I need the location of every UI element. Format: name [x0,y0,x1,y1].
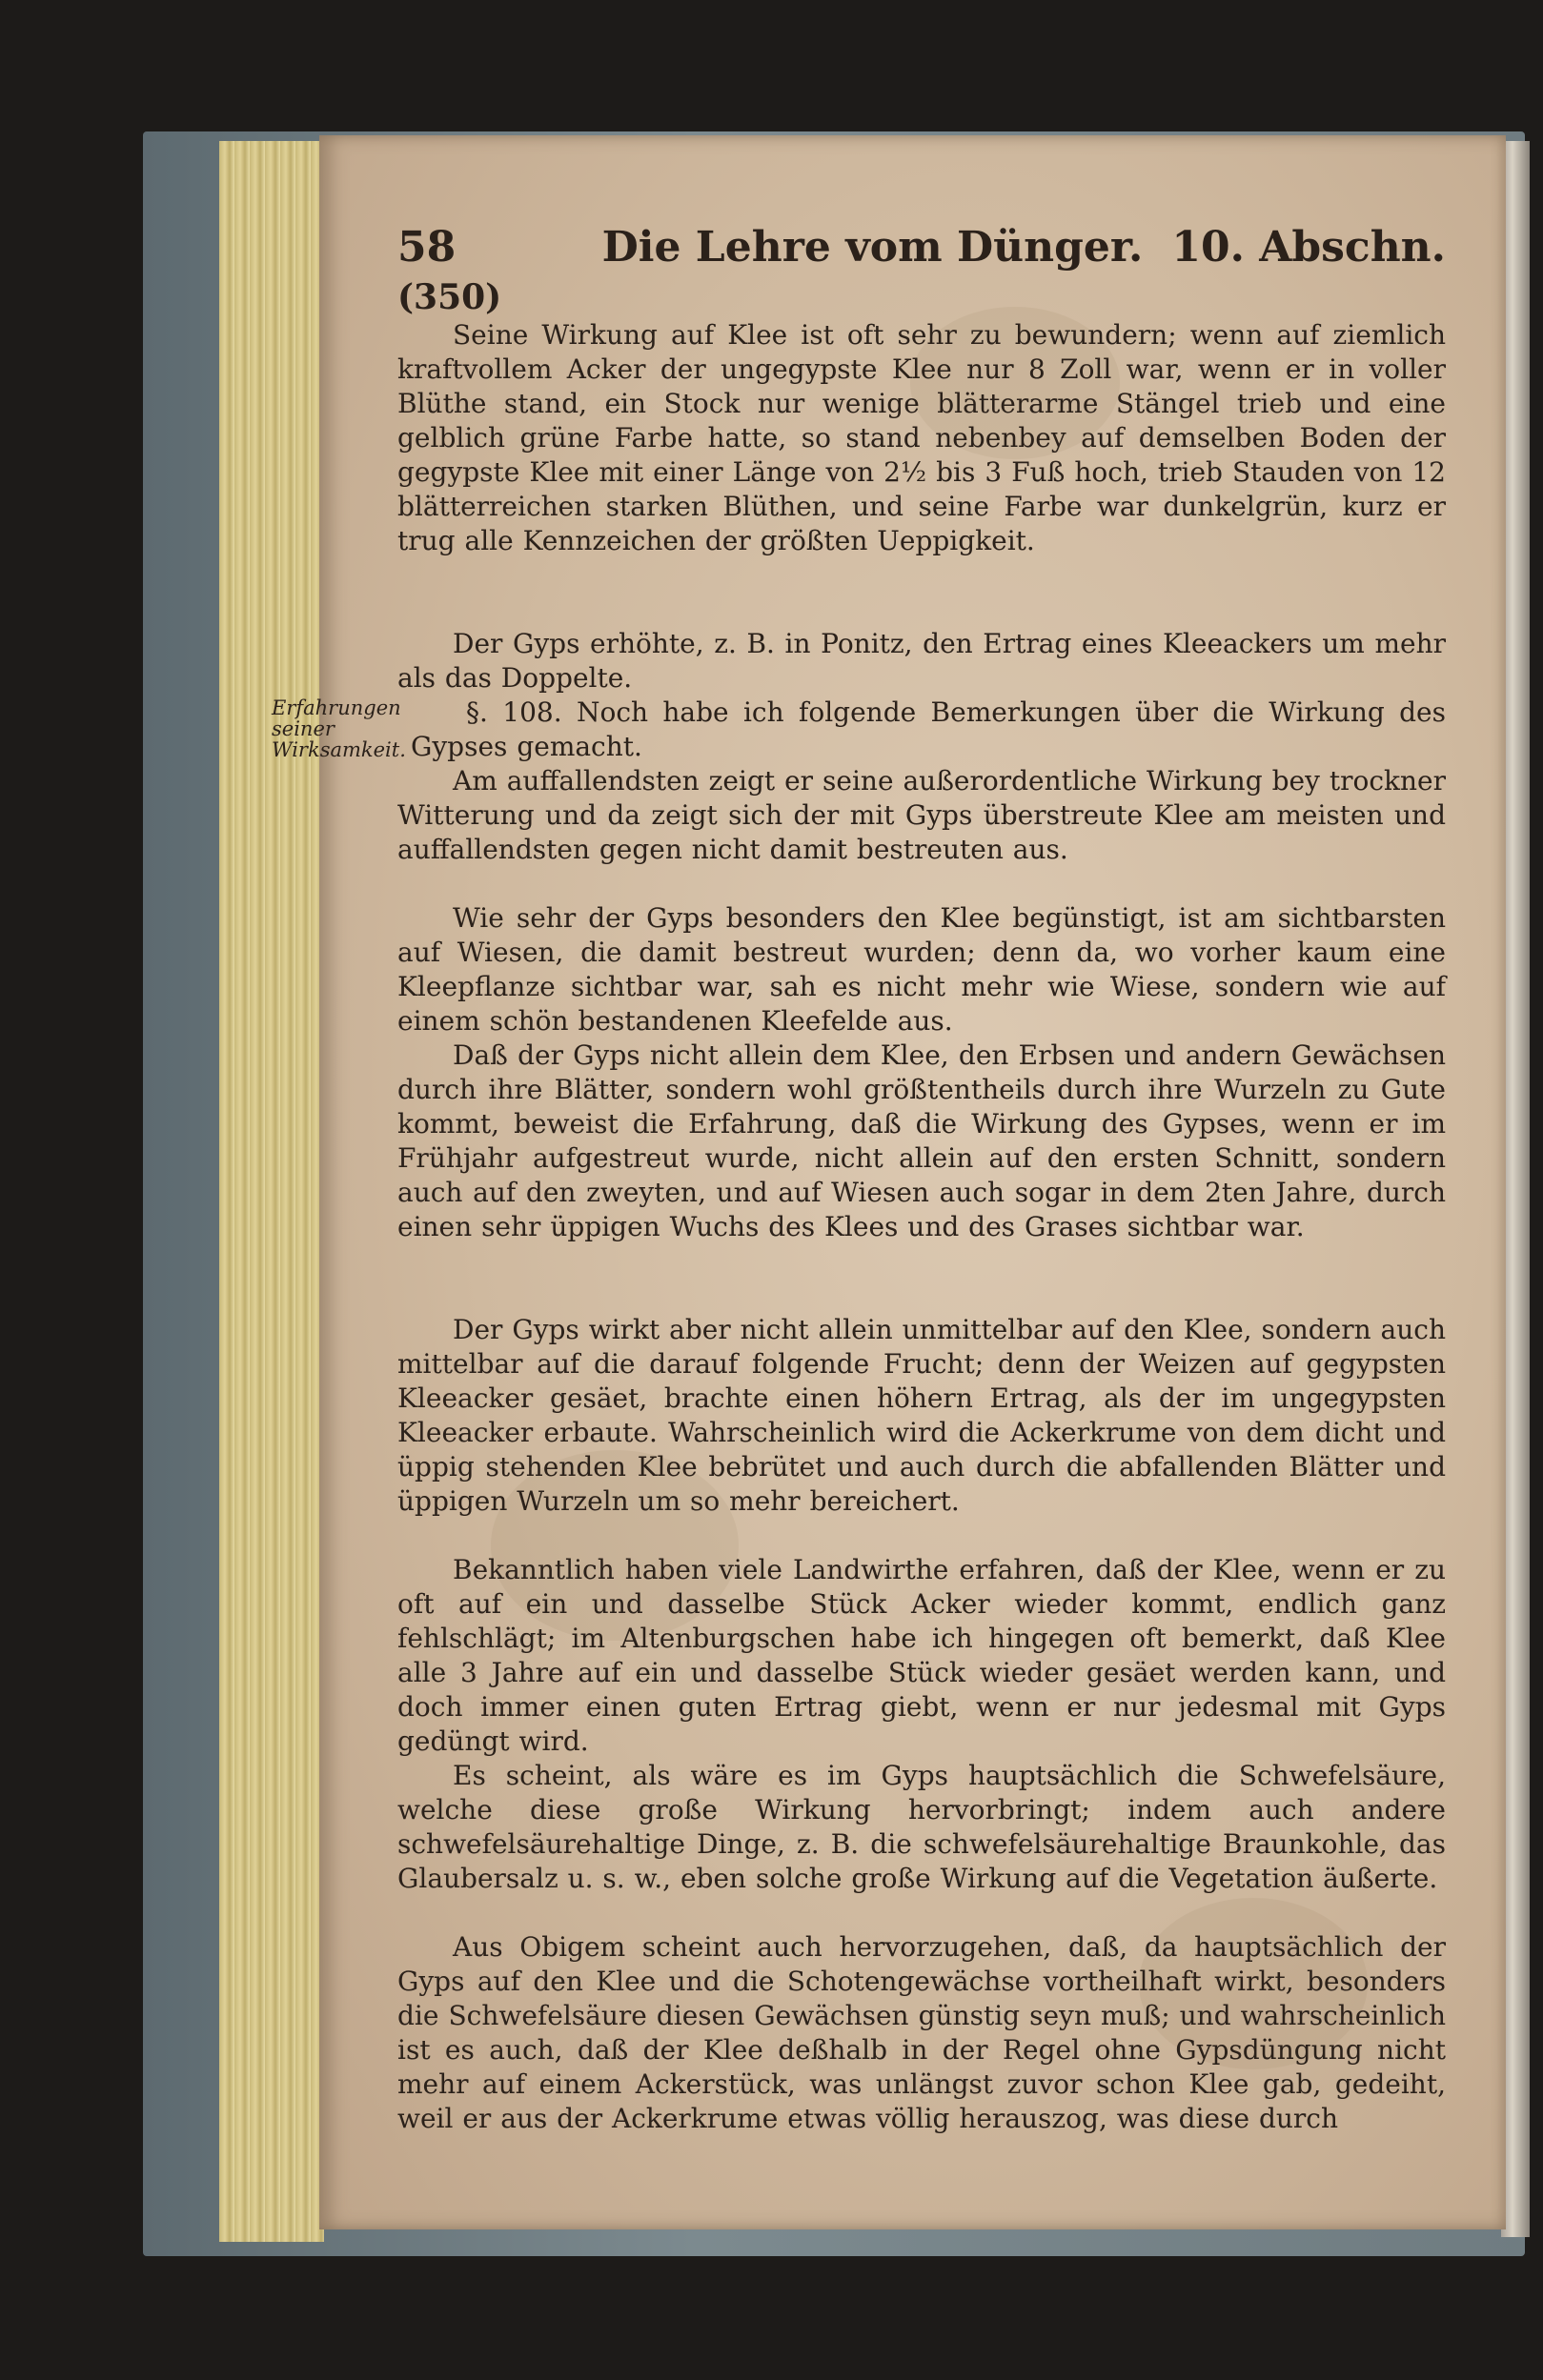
page-number: 58 [397,223,457,272]
paragraph: Am auffallendsten zeigt er seine außerordentliche Wirkung bey trockner Witterung und da zeigt sich der mit Gyps überstreute Klee am meisten und auffallendsten gegen nicht damit bestreuten aus. [397,765,1446,865]
section-number: 10. Abschn. [1171,223,1446,272]
book-page [272,135,1506,2229]
running-head [397,223,1446,276]
paragraph: Aus Obigem scheint auch hervorzugehen, daß, da hauptsächlich der Gyps auf den Klee und die Schotengewächse vortheilhaft wirkt, besonders die Schwefelsäure diesen Gewächsen günstig seyn muß; und wahrscheinlich ist es auch, daß der Klee deßhalb in der Regel ohne Gypsdüngung nicht mehr auf einem Ackerstück, was unlängst zuvor schon Klee gab, gedeiht, weil er aus der Ackerkrume etwas völlig herauszog, was diese durch [397,1931,1446,2134]
paragraph: Seine Wirkung auf Klee ist oft sehr zu bewundern; wenn auf ziemlich kraftvollem Acker der ungegypste Klee nur 8 Zoll war, wenn er in voller Blüthe stand, ein Stock nur wenige blätterarme Stängel trieb und eine gelblich grüne Farbe hatte, so stand nebenbey auf demselben Boden der gegypste Klee mit einer Länge von 2½ bis 3 Fuß hoch, trieb Stauden von 12 blätterreichen starken Blüthen, und seine Farbe war dunkelgrün, kurz er trug alle Kennzeichen der größten Ueppigkeit. [397,319,1446,556]
paragraph: Bekanntlich haben viele Landwirthe erfahren, daß der Klee, wenn er zu oft auf ein und dasselbe Stück Acker wieder kommt, endlich ganz fehlschlägt; im Altenburgschen habe ich hingegen oft bemerkt, daß Klee alle 3 Jahre auf ein und dasselbe Stück wieder gesäet werden kann, und doch immer einen guten Ertrag giebt, wenn er nur jedesmal mit Gyps gedüngt wird. [397,1554,1446,1757]
section-label: (350) [397,277,502,317]
paragraph: Es scheint, als wäre es im Gyps hauptsächlich die Schwefelsäure, welche diese große Wirkung hervorbringt; indem auch andere schwefelsäurehaltige Dinge, z. B. die schwefelsäurehaltige Braunkohle, das Glaubersalz u. s. w., eben solche große Wirkung auf die Vegetation äußerte. [397,1760,1446,1894]
paragraph-with-margin-note [272,696,1446,764]
paragraph: Daß der Gyps nicht allein dem Klee, den Erbsen und andern Gewächsen durch ihre Blätter, sondern wohl größtentheils durch ihre Wurzeln zu Gute kommt, beweist die Erfahrung, daß die Wirkung des Gypses, wenn er im Frühjahr aufgestreut wurde, nicht allein auf den ersten Schnitt, sondern auch auf den zweyten, und auf Wiesen auch sogar in dem 2ten Jahre, durch einen sehr üppigen Wuchs des Klees und des Grases sichtbar war. [397,1039,1446,1242]
page-edges [219,141,324,2242]
paragraph: Wie sehr der Gyps besonders den Klee begünstigt, ist am sichtbarsten auf Wiesen, die damit bestreut wurden; denn da, wo vorher kaum eine Kleepflanze sichtbar war, sah es nicht mehr wie Wiese, sondern wie auf einem schön bestandenen Kleefelde aus. [397,902,1446,1037]
header-title: Die Lehre vom Dünger. [601,223,1144,272]
margin-note: Erfahrungen seiner Wirksamkeit. [272,696,406,761]
paragraph: §. 108. Noch habe ich folgende Bemerkungen über die Wirkung des Gypses gemacht. [411,696,1446,762]
paragraph: Der Gyps erhöhte, z. B. in Ponitz, den Ertrag eines Kleeackers um mehr als das Doppelte. [397,628,1446,694]
paragraph: Der Gyps wirkt aber nicht allein unmittelbar auf den Klee, sondern auch mittelbar auf die darauf folgende Frucht; denn der Weizen auf gegypsten Kleeacker gesäet, brachte einen höhern Ertrag, als der im ungegypsten Kleeacker erbaute. Wahrscheinlich wird die Ackerkrume von dem dicht und üppig stehenden Klee bebrütet und auch durch die abfallenden Blätter und üppigen Wurzeln um so mehr bereichert. [397,1314,1446,1517]
page-text [272,223,1446,2136]
